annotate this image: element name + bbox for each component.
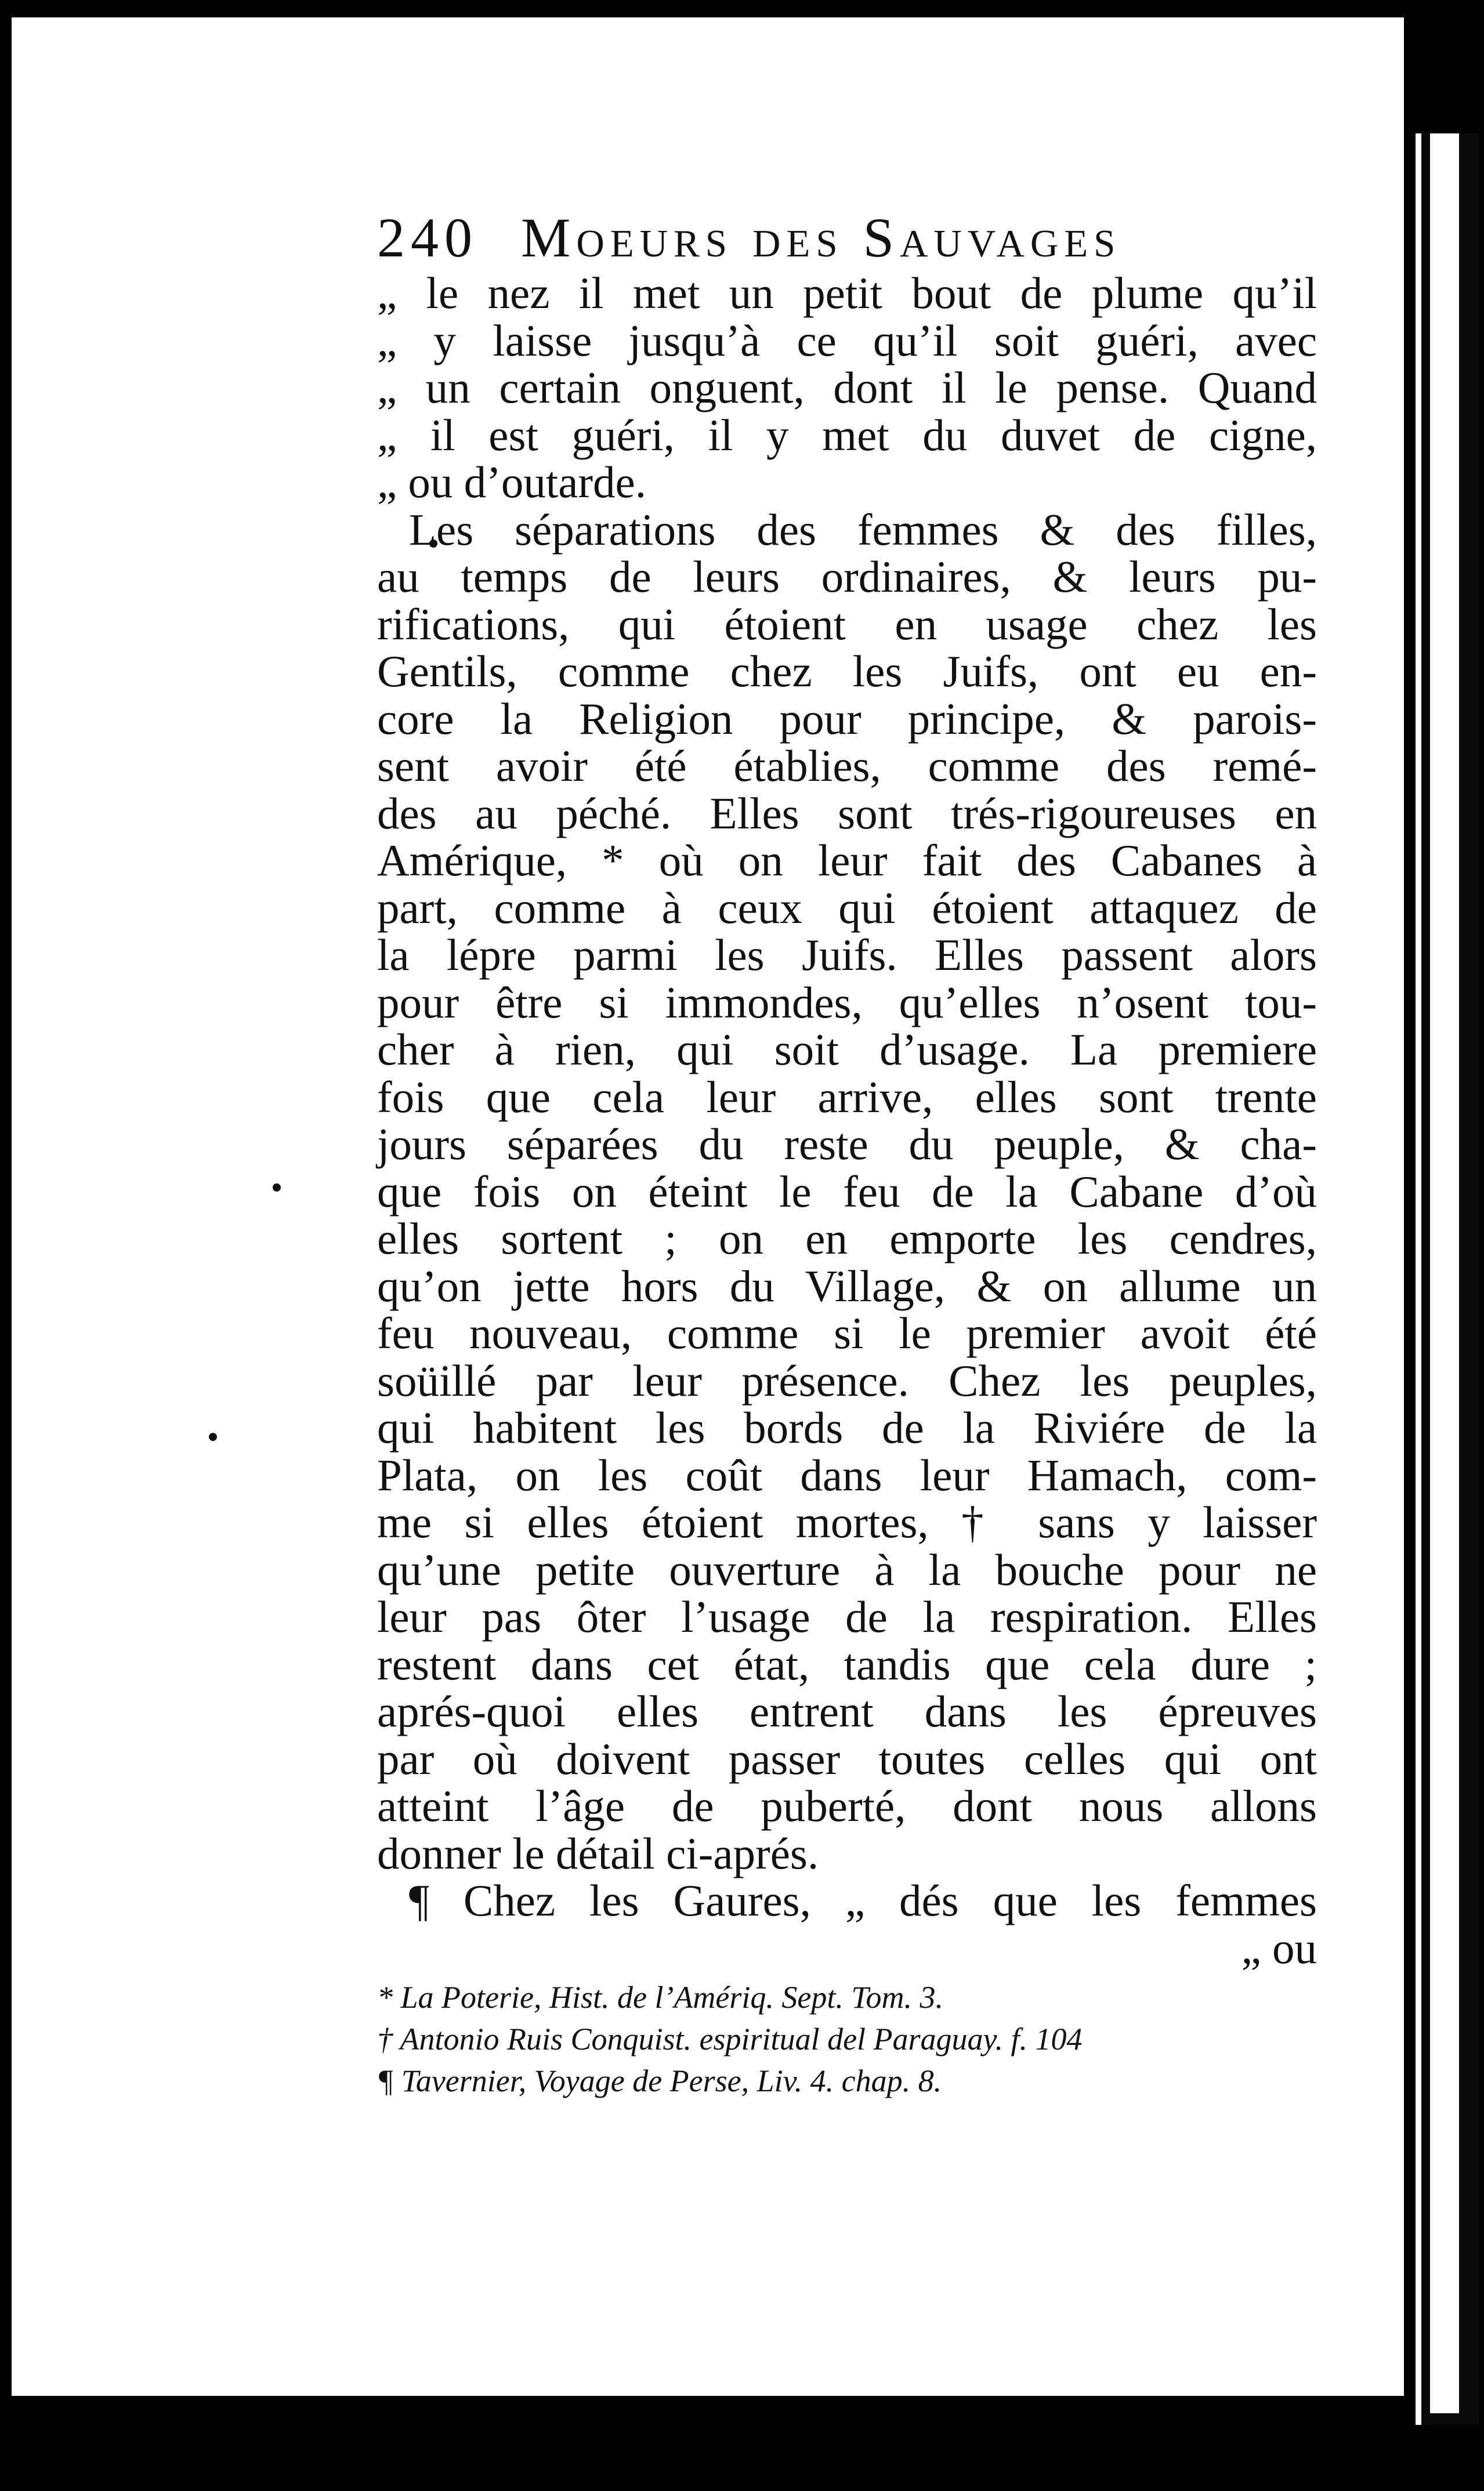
text-line: soüillé par leur présence. Chez les peuples,: [377, 1355, 1317, 1406]
text-line: „ un certain onguent, dont il le pense. Quand: [377, 363, 1317, 412]
text-line: qui habitent les bords de la Riviére de la: [377, 1403, 1317, 1453]
margin-mark: [209, 1433, 217, 1441]
text-line: Plata, on les coût dans leur Hamach, com-: [377, 1450, 1317, 1500]
text-line: „ y laisse jusqu’à ce qu’il soit guéri, avec: [377, 315, 1317, 365]
text-line: au temps de leurs ordinaires, & leurs pu-: [377, 552, 1317, 602]
body-text: [377, 270, 1317, 1925]
text-line: fois que cela leur arrive, elles sont trente: [377, 1071, 1317, 1122]
text-line: sent avoir été établies, comme des remé-: [377, 741, 1317, 791]
text-line: ¶ Chez les Gaures, „ dés que les femmes: [409, 1876, 1317, 1925]
text-line: que fois on éteint le feu de la Cabane d’où: [377, 1166, 1317, 1216]
text-line: rifications, qui étoient en usage chez les: [377, 599, 1317, 649]
text-line: feu nouveau, comme si le premier avoit été: [377, 1308, 1317, 1358]
catchword: „ ou: [1241, 1922, 1317, 1973]
running-title: Moeurs des Sauvages: [521, 207, 1121, 269]
text-line: qu’une petite ouverture à la bouche pour ne: [377, 1544, 1317, 1595]
page-text: [377, 206, 1317, 2102]
footnotes: [377, 1976, 1317, 2102]
text-line: donner le détail ci-aprés.: [377, 1828, 819, 1878]
text-line: qu’on jette hors du Village, & on allume un: [377, 1261, 1317, 1311]
text-line: leur pas ôter l’usage de la respiration. Elles: [377, 1592, 1317, 1642]
text-line: me si elles étoient mortes, † sans y laisser: [377, 1497, 1317, 1547]
text-line: cher à rien, qui soit d’usage. La premiere: [377, 1024, 1317, 1074]
text-line: Gentils, comme chez les Juifs, ont eu en-: [377, 646, 1317, 696]
text-line: des au péché. Elles sont trés-rigoureuses en: [377, 788, 1317, 838]
text-line: pour être si immondes, qu’elles n’osent tou-: [377, 977, 1317, 1027]
footnote: † Antonio Ruis Conquist. espiritual del Paraguay. f. 104: [377, 2022, 1083, 2056]
page-edge-inner: [1430, 133, 1459, 2413]
text-line: Amérique, * où on leur fait des Cabanes à: [377, 835, 1317, 885]
footnote: ¶ Tavernier, Voyage de Perse, Liv. 4. chap. 8.: [377, 2063, 942, 2098]
text-line: core la Religion pour principe, & parois-: [377, 693, 1317, 744]
text-line: „ ou d’outarde.: [377, 457, 646, 507]
text-line: aprés-quoi elles entrent dans les épreuves: [377, 1686, 1317, 1736]
text-line: restent dans cet état, tandis que cela dure ;: [377, 1639, 1317, 1689]
footnote: * La Poterie, Hist. de l’Amériq. Sept. Tom. 3.: [377, 1980, 943, 2015]
running-header: [377, 206, 1317, 270]
text-line: par où doivent passer toutes celles qui ont: [377, 1733, 1317, 1784]
text-line: „ il est guéri, il y met du duvet de cigne,: [377, 410, 1317, 460]
text-line: elles sortent ; on en emporte les cendres,: [377, 1214, 1317, 1263]
text-line: jours séparées du reste du peuple, & cha-: [377, 1119, 1317, 1169]
margin-mark: [273, 1183, 281, 1192]
text-line: la lépre parmi les Juifs. Elles passent alors: [377, 930, 1317, 980]
page-number: 240: [377, 207, 478, 269]
text-line: part, comme à ceux qui étoient attaquez de: [377, 882, 1317, 933]
text-line: „ le nez il met un petit bout de plume qu’il: [377, 268, 1317, 318]
text-line: atteint l’âge de puberté, dont nous allons: [377, 1781, 1317, 1831]
text-line: Les séparations des femmes & des filles,: [409, 504, 1317, 555]
